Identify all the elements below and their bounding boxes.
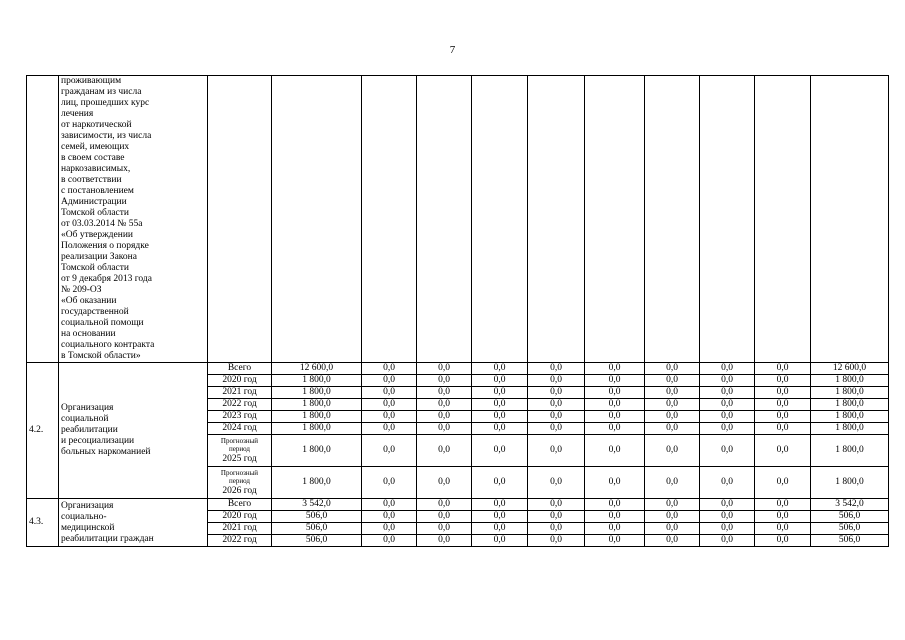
description-line: Администрации xyxy=(61,197,127,207)
value-cell: 0,0 xyxy=(645,523,700,535)
value-cell: 0,0 xyxy=(472,499,528,511)
description-line: семей, имеющих xyxy=(61,142,130,152)
value-cell: 0,0 xyxy=(528,387,585,399)
cell-empty xyxy=(585,76,645,363)
page-number: 7 xyxy=(449,44,456,56)
period-label xyxy=(208,467,272,499)
value-cell: 0,0 xyxy=(528,399,585,411)
value-cell: 0,0 xyxy=(755,523,811,535)
section-name xyxy=(59,363,208,499)
value-cell: 0,0 xyxy=(472,535,528,547)
total-value-last: 3 542,0 xyxy=(811,499,889,511)
value-cell: 0,0 xyxy=(528,523,585,535)
description-line: в соответствии xyxy=(61,175,122,185)
total-value: 1 800,0 xyxy=(272,435,362,467)
value-cell: 0,0 xyxy=(417,363,472,375)
value-cell: 0,0 xyxy=(472,511,528,523)
value-cell: 0,0 xyxy=(362,523,417,535)
cell-empty xyxy=(272,76,362,363)
description-line: № 209-ОЗ xyxy=(61,285,102,295)
total-value-last: 506,0 xyxy=(811,511,889,523)
total-value-last: 1 800,0 xyxy=(811,387,889,399)
cell-empty xyxy=(472,76,528,363)
total-value-last: 1 800,0 xyxy=(811,399,889,411)
cell-empty xyxy=(811,76,889,363)
description-line: лиц, прошедших курс xyxy=(61,98,150,108)
value-cell: 0,0 xyxy=(645,387,700,399)
description-line: Томской области xyxy=(61,208,129,218)
section-name xyxy=(59,499,208,547)
total-value-last: 1 800,0 xyxy=(811,435,889,467)
section-number: 4.3. xyxy=(27,499,59,547)
description-line: с постановлением xyxy=(61,186,134,196)
description-line: социального контракта xyxy=(61,340,155,350)
value-cell: 0,0 xyxy=(700,411,755,423)
value-cell: 0,0 xyxy=(755,375,811,387)
value-cell: 0,0 xyxy=(755,535,811,547)
section-number: 4.2. xyxy=(27,363,59,499)
value-cell: 0,0 xyxy=(585,499,645,511)
section-name-line: Организация xyxy=(61,500,114,511)
value-cell: 0,0 xyxy=(362,511,417,523)
period-label: 2021 год xyxy=(208,523,272,535)
period-label: 2024 год xyxy=(208,423,272,435)
description-line: зависимости, из числа xyxy=(61,131,152,141)
value-cell: 0,0 xyxy=(362,375,417,387)
value-cell: 0,0 xyxy=(528,467,585,499)
value-cell: 0,0 xyxy=(417,435,472,467)
value-cell: 0,0 xyxy=(645,467,700,499)
value-cell: 0,0 xyxy=(472,411,528,423)
section-name-line: реабилитации граждан xyxy=(61,533,154,544)
total-value: 3 542,0 xyxy=(272,499,362,511)
value-cell: 0,0 xyxy=(700,435,755,467)
value-cell: 0,0 xyxy=(417,411,472,423)
period-label: Всего xyxy=(208,499,272,511)
value-cell: 0,0 xyxy=(585,411,645,423)
value-cell: 0,0 xyxy=(362,535,417,547)
value-cell: 0,0 xyxy=(362,387,417,399)
value-cell: 0,0 xyxy=(528,411,585,423)
cell-empty xyxy=(700,76,755,363)
total-value: 1 800,0 xyxy=(272,467,362,499)
description-line: проживающим xyxy=(61,76,122,86)
value-cell: 0,0 xyxy=(700,535,755,547)
value-cell: 0,0 xyxy=(755,499,811,511)
value-cell: 0,0 xyxy=(528,435,585,467)
total-value-last: 1 800,0 xyxy=(811,375,889,387)
section-name-line: социальной xyxy=(61,414,109,424)
total-value-last: 1 800,0 xyxy=(811,467,889,499)
period-label: 2022 год xyxy=(208,399,272,411)
value-cell: 0,0 xyxy=(417,399,472,411)
total-value: 1 800,0 xyxy=(272,411,362,423)
value-cell: 0,0 xyxy=(362,363,417,375)
value-cell: 0,0 xyxy=(362,399,417,411)
value-cell: 0,0 xyxy=(645,411,700,423)
continuation-text xyxy=(59,76,208,363)
value-cell: 0,0 xyxy=(755,423,811,435)
description-line: социальной помощи xyxy=(61,318,144,328)
value-cell: 0,0 xyxy=(755,511,811,523)
period-year: 2026 год xyxy=(222,485,257,496)
value-cell: 0,0 xyxy=(700,363,755,375)
value-cell: 0,0 xyxy=(528,499,585,511)
cell-number-empty xyxy=(27,76,59,363)
description-line: реализации Закона xyxy=(61,252,137,262)
period-forecast-line: период xyxy=(229,477,250,485)
value-cell: 0,0 xyxy=(700,375,755,387)
description-line: от 9 декабря 2013 года xyxy=(61,274,152,284)
table-row xyxy=(27,499,889,511)
value-cell: 0,0 xyxy=(585,387,645,399)
value-cell: 0,0 xyxy=(417,511,472,523)
value-cell: 0,0 xyxy=(585,363,645,375)
value-cell: 0,0 xyxy=(417,535,472,547)
period-label: Всего xyxy=(208,363,272,375)
financing-table xyxy=(26,75,889,547)
cell-empty xyxy=(417,76,472,363)
value-cell: 0,0 xyxy=(755,411,811,423)
total-value-last: 12 600,0 xyxy=(811,363,889,375)
description-line: лечения xyxy=(61,109,94,119)
value-cell: 0,0 xyxy=(585,511,645,523)
value-cell: 0,0 xyxy=(700,499,755,511)
total-value-last: 1 800,0 xyxy=(811,411,889,423)
continuation-row xyxy=(27,76,889,363)
value-cell: 0,0 xyxy=(585,375,645,387)
section-name-line: медицинской xyxy=(61,522,115,533)
total-value-last: 506,0 xyxy=(811,523,889,535)
value-cell: 0,0 xyxy=(472,435,528,467)
section-name-line: социально- xyxy=(61,511,107,522)
value-cell: 0,0 xyxy=(417,523,472,535)
value-cell: 0,0 xyxy=(645,511,700,523)
value-cell: 0,0 xyxy=(645,535,700,547)
value-cell: 0,0 xyxy=(417,499,472,511)
period-year: 2025 год xyxy=(222,453,257,464)
value-cell: 0,0 xyxy=(362,467,417,499)
value-cell: 0,0 xyxy=(645,499,700,511)
section-name-line: больных наркоманией xyxy=(61,447,151,457)
value-cell: 0,0 xyxy=(585,399,645,411)
value-cell: 0,0 xyxy=(472,363,528,375)
value-cell: 0,0 xyxy=(700,467,755,499)
cell-empty xyxy=(208,76,272,363)
description-line: в своем составе xyxy=(61,153,125,163)
value-cell: 0,0 xyxy=(700,387,755,399)
value-cell: 0,0 xyxy=(362,499,417,511)
total-value-last: 506,0 xyxy=(811,535,889,547)
value-cell: 0,0 xyxy=(645,435,700,467)
value-cell: 0,0 xyxy=(472,523,528,535)
value-cell: 0,0 xyxy=(417,387,472,399)
value-cell: 0,0 xyxy=(700,399,755,411)
description-line: в Томской области» xyxy=(61,351,141,361)
cell-empty xyxy=(645,76,700,363)
value-cell: 0,0 xyxy=(645,375,700,387)
value-cell: 0,0 xyxy=(528,375,585,387)
value-cell: 0,0 xyxy=(700,523,755,535)
description-line: гражданам из числа xyxy=(61,87,142,97)
value-cell: 0,0 xyxy=(755,363,811,375)
value-cell: 0,0 xyxy=(645,399,700,411)
description-line: Положения о порядке xyxy=(61,241,149,251)
total-value: 506,0 xyxy=(272,511,362,523)
value-cell: 0,0 xyxy=(585,535,645,547)
value-cell: 0,0 xyxy=(585,435,645,467)
value-cell: 0,0 xyxy=(528,423,585,435)
value-cell: 0,0 xyxy=(472,399,528,411)
value-cell: 0,0 xyxy=(645,363,700,375)
total-value: 1 800,0 xyxy=(272,399,362,411)
value-cell: 0,0 xyxy=(472,467,528,499)
cell-empty xyxy=(362,76,417,363)
value-cell: 0,0 xyxy=(585,423,645,435)
cell-empty xyxy=(528,76,585,363)
value-cell: 0,0 xyxy=(528,363,585,375)
period-label: 2022 год xyxy=(208,535,272,547)
description-line: от наркотической xyxy=(61,120,132,130)
value-cell: 0,0 xyxy=(645,423,700,435)
section-name-line: реабилитации xyxy=(61,425,118,435)
description-line: «Об утверждении xyxy=(61,230,133,240)
description-line: наркозависимых, xyxy=(61,164,131,174)
period-label xyxy=(208,435,272,467)
value-cell: 0,0 xyxy=(755,435,811,467)
period-label: 2023 год xyxy=(208,411,272,423)
table-body xyxy=(27,76,889,547)
description-line: государственной xyxy=(61,307,129,317)
description-line: Томской области xyxy=(61,263,129,273)
table-row xyxy=(27,363,889,375)
value-cell: 0,0 xyxy=(362,423,417,435)
total-value-last: 1 800,0 xyxy=(811,423,889,435)
total-value: 1 800,0 xyxy=(272,387,362,399)
total-value: 506,0 xyxy=(272,535,362,547)
total-value: 12 600,0 xyxy=(272,363,362,375)
value-cell: 0,0 xyxy=(472,423,528,435)
section-name-line: и ресоциализации xyxy=(61,436,135,446)
total-value: 1 800,0 xyxy=(272,375,362,387)
value-cell: 0,0 xyxy=(472,375,528,387)
value-cell: 0,0 xyxy=(362,435,417,467)
period-forecast-line: период xyxy=(229,445,250,453)
value-cell: 0,0 xyxy=(472,387,528,399)
period-forecast-line: Прогнозный xyxy=(220,436,259,445)
value-cell: 0,0 xyxy=(528,511,585,523)
value-cell: 0,0 xyxy=(755,467,811,499)
description-line: «Об оказании xyxy=(61,296,117,306)
value-cell: 0,0 xyxy=(417,423,472,435)
value-cell: 0,0 xyxy=(528,535,585,547)
value-cell: 0,0 xyxy=(755,387,811,399)
value-cell: 0,0 xyxy=(585,523,645,535)
total-value: 506,0 xyxy=(272,523,362,535)
description-line: на основании xyxy=(61,329,116,339)
description-line: от 03.03.2014 № 55а xyxy=(61,219,143,229)
value-cell: 0,0 xyxy=(417,467,472,499)
value-cell: 0,0 xyxy=(755,399,811,411)
value-cell: 0,0 xyxy=(362,411,417,423)
value-cell: 0,0 xyxy=(700,511,755,523)
period-label: 2020 год xyxy=(208,375,272,387)
value-cell: 0,0 xyxy=(700,423,755,435)
total-value: 1 800,0 xyxy=(272,423,362,435)
period-label: 2020 год xyxy=(208,511,272,523)
cell-empty xyxy=(755,76,811,363)
value-cell: 0,0 xyxy=(417,375,472,387)
period-forecast-line: Прогнозный xyxy=(220,468,259,477)
period-label: 2021 год xyxy=(208,387,272,399)
value-cell: 0,0 xyxy=(585,467,645,499)
section-name-line: Организация xyxy=(61,403,114,413)
